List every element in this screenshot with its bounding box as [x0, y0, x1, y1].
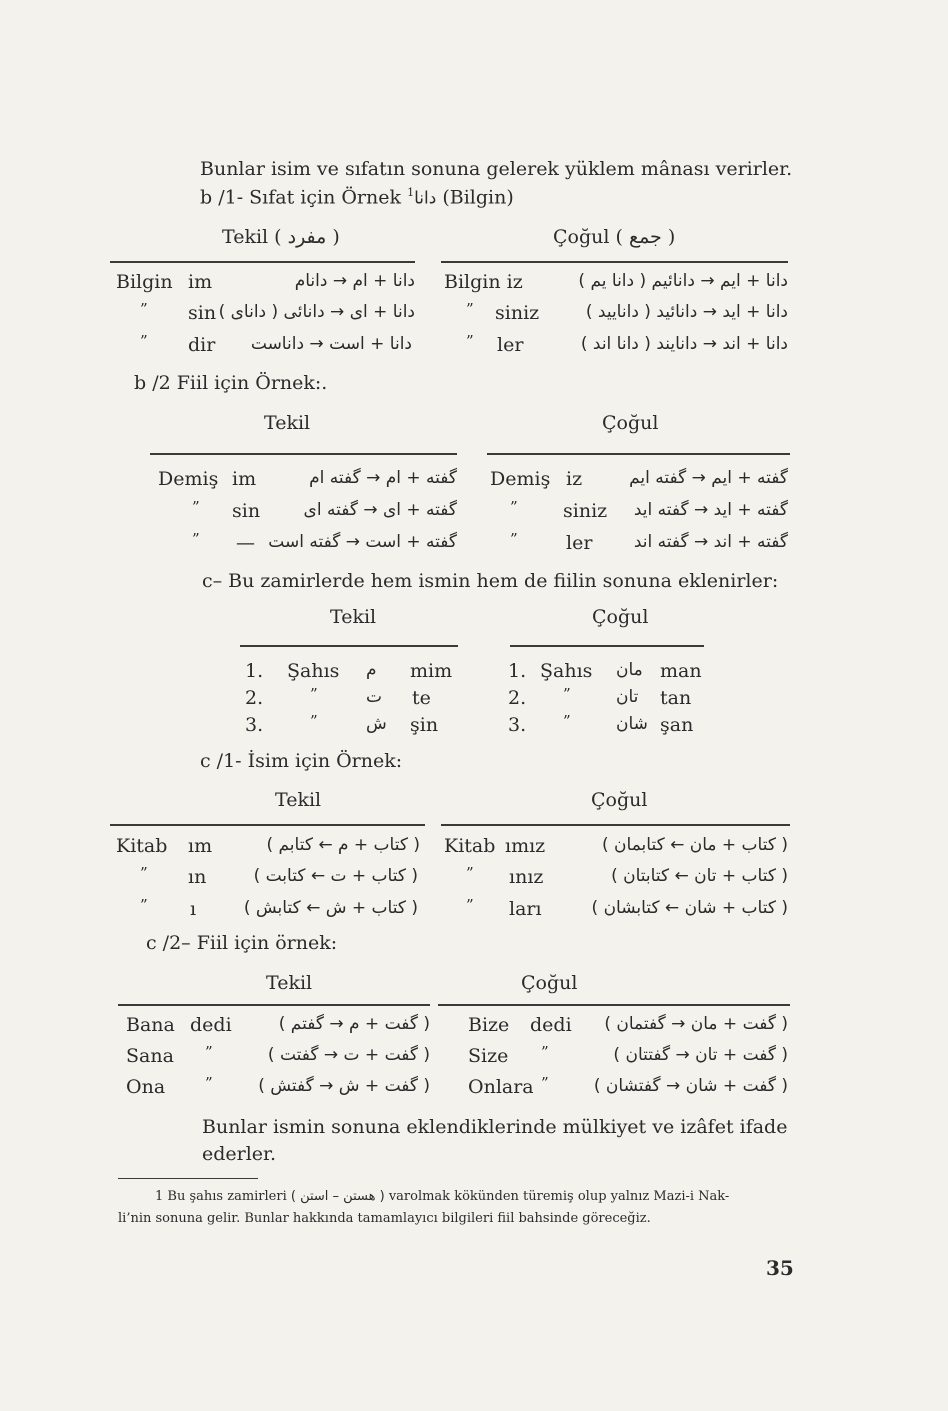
b2-cogul-row-3-ar: گفته + اند → گفته اند: [633, 532, 788, 552]
b2-tekil-row-1-b: im: [232, 468, 257, 490]
c1-header-tekil: Tekil: [275, 789, 322, 811]
b1-tekil-row-2-ar: دانا + ای → دانائی ( دانای ): [218, 302, 415, 322]
c-tekil-row-1-n: 1.: [245, 660, 264, 682]
b2-rule-tekil: [150, 453, 457, 455]
b2-cogul-row-2-a: ”: [510, 498, 518, 516]
c2-cogul-row-3-a: Onlara: [468, 1076, 534, 1098]
b1-tekil-row-3-ar: دانا + است → داناست: [250, 334, 412, 354]
page-number: 35: [766, 1256, 794, 1280]
c1-cogul-row-2-b: ınız: [509, 866, 544, 888]
b1-rule-tekil: [110, 261, 415, 263]
c2-tekil-row-1-a: Bana: [126, 1014, 175, 1036]
c1-tekil-row-3-b: ı: [190, 898, 197, 920]
b2-cogul-row-2-ar: گفته + اید → گفته اید: [633, 500, 788, 520]
footnote-line-1-a: 1 Bu şahıs zamirleri: [155, 1189, 287, 1204]
c-cogul-row-1-s: Şahıs: [540, 660, 593, 682]
b2-cogul-row-1-ar: گفته + ایم → گفته ایم: [629, 468, 788, 488]
footnote-line-2: li’nin sonuna gelir. Bunlar hakkında tamamlayıcı bilgileri fiil bahsinde göreceğiz.: [118, 1211, 651, 1226]
c2-tekil-row-3-b: ”: [205, 1074, 213, 1092]
c1-rule-cogul: [441, 824, 790, 826]
b1-cogul-row-2-ar: دانا + اید → دانائید ( دانایید ): [585, 302, 788, 322]
c2-rule-cogul: [438, 1004, 790, 1006]
c-title: c– Bu zamirlerde hem ismin hem de fiilin sonuna eklenirler:: [202, 570, 779, 592]
c-tekil-row-1-lat: mim: [410, 660, 453, 682]
b2-header-cogul: Çoğul: [602, 412, 659, 434]
c1-cogul-row-3-a: ”: [466, 896, 474, 914]
c2-cogul-row-3-b: ”: [541, 1074, 549, 1092]
intro-line-1: Bunlar isim ve sıfatın sonuna gelerek yüklem mânası verirler.: [200, 158, 793, 180]
footnote-line-1-ar: ( هستن – استن ): [290, 1189, 385, 1204]
b2-tekil-row-3-a: ”: [192, 530, 200, 548]
c-tekil-row-3-n: 3.: [245, 714, 264, 736]
b2-rule-cogul: [487, 453, 790, 455]
b1-cogul-row-2-b: siniz: [495, 302, 540, 324]
c1-tekil-row-2-a: ”: [140, 864, 148, 882]
c-cogul-row-2-s: ”: [563, 685, 571, 703]
c2-cogul-row-2-ar: ( گفت + تان → گفتتان ): [613, 1045, 788, 1065]
b2-tekil-row-2-ar: گفته + ای → گفته ای: [303, 500, 457, 520]
c1-tekil-row-1-ar: ( کتاب + م ← کتابم ): [266, 835, 420, 855]
c2-cogul-row-1-ar: ( گفت + مان → گفتمان ): [604, 1014, 788, 1034]
b1-cogul-row-2-a: ”: [466, 300, 474, 318]
b2-tekil-row-2-b: sin: [232, 500, 261, 522]
b2-cogul-row-3-a: ”: [510, 530, 518, 548]
b2-tekil-row-1-a: Demiş: [158, 468, 219, 490]
c-cogul-row-1-n: 1.: [508, 660, 527, 682]
c-tekil-row-2-ar: ت: [366, 687, 383, 707]
intro-line-2-prefix: b /1- Sıfat için Örnek: [200, 186, 402, 209]
b2-tekil-row-1-ar: گفته + ام → گفته ام: [309, 468, 457, 488]
c-tekil-row-2-n: 2.: [245, 687, 264, 709]
c1-rule-tekil: [110, 824, 425, 826]
b1-tekil-row-1-a: Bilgin: [116, 271, 173, 293]
c2-tekil-row-2-a: Sana: [126, 1045, 174, 1067]
c-tekil-row-3-s: ”: [310, 712, 318, 730]
c-cogul-row-2-lat: tan: [660, 687, 692, 709]
b1-cogul-row-3-a: ”: [466, 332, 474, 350]
intro-line-2-suffix: (Bilgin): [442, 186, 514, 209]
c1-tekil-row-3-a: ”: [140, 896, 148, 914]
c2-cogul-row-1-a: Bize: [468, 1014, 510, 1036]
c-header-cogul: Çoğul: [592, 606, 649, 628]
c2-header-tekil: Tekil: [266, 972, 313, 994]
c1-title: c /1- İsim için Örnek:: [200, 750, 403, 772]
c2-tekil-row-1-b: dedi: [190, 1014, 232, 1036]
b2-cogul-row-1-a: Demiş: [490, 468, 551, 490]
c1-header-cogul: Çoğul: [591, 789, 648, 811]
footnote-ref: 1: [407, 186, 415, 199]
c2-tekil-row-1-ar: ( گفت + م → گفتم ): [278, 1014, 430, 1034]
footnote-line-1-b: varolmak kökünden türemiş olup yalnız Mazi-i Nak-: [388, 1189, 730, 1204]
c-cogul-row-3-ar: شان: [616, 714, 648, 734]
footnote-rule: [118, 1178, 258, 1179]
b2-tekil-row-3-b: —: [236, 532, 255, 554]
b1-header-tekil: Tekil ( مفرد ): [222, 226, 340, 248]
b2-header-tekil: Tekil: [264, 412, 311, 434]
b1-cogul-row-3-b: ler: [497, 334, 524, 356]
c1-tekil-row-2-ar: ( کتاب + ت ← کتابت ): [253, 866, 418, 886]
c-tekil-row-2-s: ”: [310, 685, 318, 703]
c-rule-tekil: [240, 645, 458, 647]
c-cogul-row-3-n: 3.: [508, 714, 527, 736]
b2-cogul-row-1-b: iz: [566, 468, 583, 490]
b2-cogul-row-3-b: ler: [566, 532, 593, 554]
c2-tekil-row-2-b: ”: [205, 1043, 213, 1061]
b1-tekil-row-2-b: sin: [188, 302, 217, 324]
b1-rule-cogul: [441, 261, 788, 263]
c-cogul-row-1-lat: man: [660, 660, 702, 682]
c2-cogul-row-2-b: ”: [541, 1043, 549, 1061]
b2-title: b /2 Fiil için Örnek:.: [134, 372, 328, 394]
c-cogul-row-2-ar: تان: [616, 687, 639, 707]
c2-tekil-row-2-ar: ( گفت + ت → گفتت ): [267, 1045, 430, 1065]
b1-tekil-row-3-b: dir: [188, 334, 216, 356]
c1-tekil-row-1-a: Kitab: [116, 835, 168, 857]
c-cogul-row-2-n: 2.: [508, 687, 527, 709]
c1-cogul-row-3-b: ları: [509, 898, 542, 920]
b2-tekil-row-3-ar: گفته + است → گفته است: [268, 532, 457, 552]
c-tekil-row-1-s: Şahıs: [287, 660, 340, 682]
c1-cogul-row-2-ar: ( کتاب + تان ← کتابتان ): [611, 866, 788, 886]
c1-cogul-row-1-a: Kitab: [444, 835, 496, 857]
c-rule-cogul: [510, 645, 704, 647]
c2-title: c /2– Fiil için örnek:: [146, 932, 338, 954]
b2-tekil-row-2-a: ”: [192, 498, 200, 516]
b1-tekil-row-1-ar: دانا + ام → دانام: [294, 271, 415, 291]
c1-tekil-row-2-b: ın: [188, 866, 207, 888]
intro-line-2-arabic: دانا: [414, 188, 437, 209]
c2-cogul-row-1-b: dedi: [530, 1014, 572, 1036]
c2-tekil-row-3-a: Ona: [126, 1076, 166, 1098]
c2-cogul-row-3-ar: ( گفت + شان → گفتشان ): [593, 1076, 788, 1096]
c1-cogul-row-1-ar: ( کتاب + مان ← کتابمان ): [602, 835, 788, 855]
b1-tekil-row-2-a: ”: [140, 300, 148, 318]
c-tekil-row-1-ar: م: [366, 660, 377, 680]
c-cogul-row-3-s: ”: [563, 712, 571, 730]
closing-line-2: ederler.: [202, 1143, 277, 1165]
c2-rule-tekil: [118, 1004, 430, 1006]
b1-header-cogul: Çoğul ( جمع ): [553, 226, 676, 248]
closing-line-1: Bunlar ismin sonuna eklendiklerinde mülkiyet ve izâfet ifade: [202, 1116, 788, 1138]
intro-line-2: [200, 187, 514, 207]
footnote-line-1: [155, 1190, 729, 1203]
b1-tekil-row-3-a: ”: [140, 332, 148, 350]
c-tekil-row-3-lat: şin: [410, 714, 439, 736]
c1-cogul-row-2-a: ”: [466, 864, 474, 882]
c2-header-cogul: Çoğul: [521, 972, 578, 994]
c-tekil-row-2-lat: te: [412, 687, 431, 709]
c-cogul-row-1-ar: مان: [616, 660, 643, 680]
b1-cogul-row-1-ar: دانا + ایم → دانائیم ( دانا یم ): [578, 271, 788, 291]
b1-cogul-row-1-a: Bilgin iz: [444, 271, 523, 293]
c2-tekil-row-3-ar: ( گفت + ش → گفتش ): [258, 1076, 430, 1096]
c1-tekil-row-1-b: ım: [188, 835, 213, 857]
c-tekil-row-3-ar: ش: [366, 714, 387, 734]
c1-tekil-row-3-ar: ( کتاب + ش ← کتابش ): [243, 898, 418, 918]
c-header-tekil: Tekil: [330, 606, 377, 628]
b1-cogul-row-3-ar: دانا + اند → دانایند ( دانا اند ): [580, 334, 788, 354]
c-cogul-row-3-lat: şan: [660, 714, 694, 736]
b2-cogul-row-2-b: siniz: [563, 500, 608, 522]
c2-cogul-row-2-a: Size: [468, 1045, 509, 1067]
b1-tekil-row-1-b: im: [188, 271, 213, 293]
c1-cogul-row-1-b: ımız: [505, 835, 546, 857]
c1-cogul-row-3-ar: ( کتاب + شان ← کتابشان ): [591, 898, 788, 918]
